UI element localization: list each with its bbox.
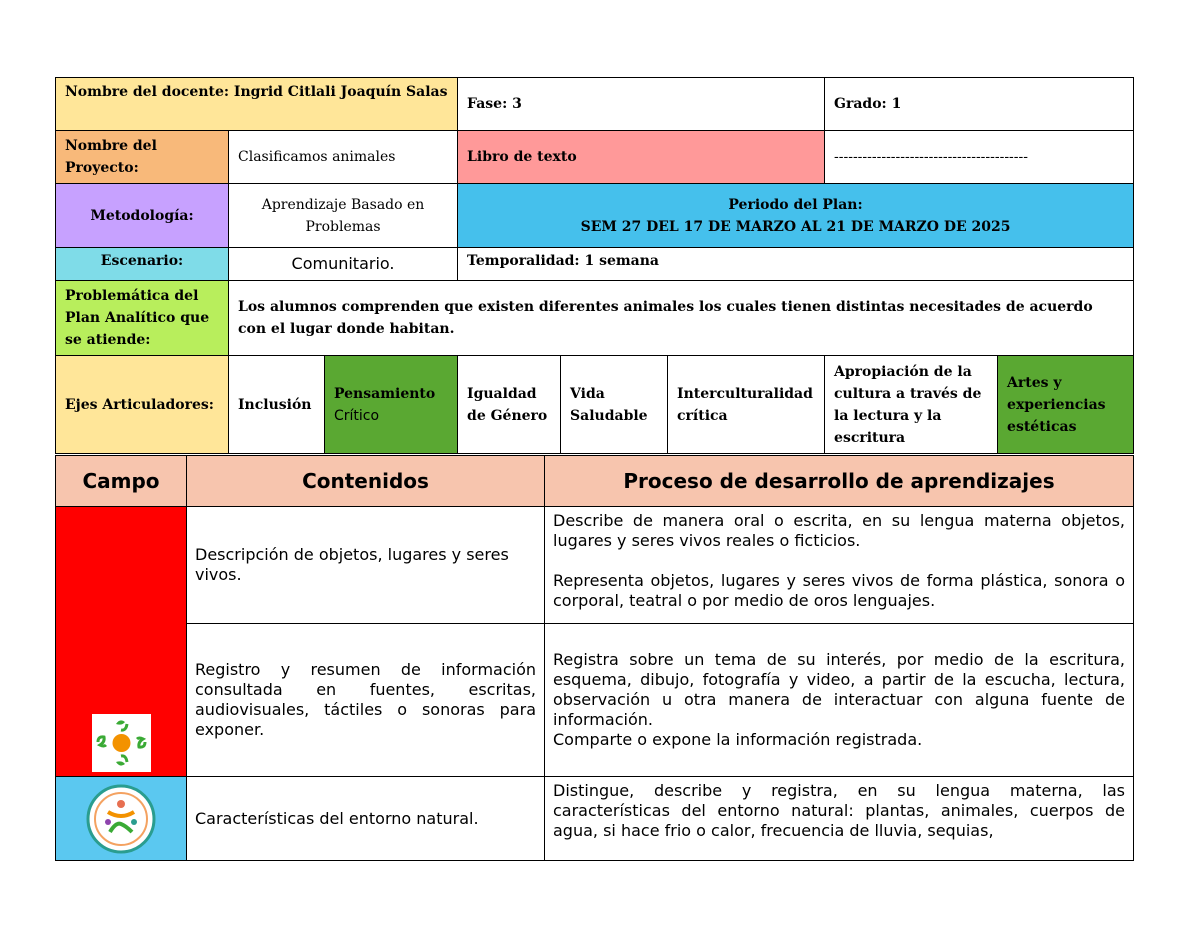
lenguajes-campo-logo-icon [92, 714, 151, 772]
ejes-label-cell [56, 356, 229, 454]
eje-intercultural [668, 356, 825, 454]
plan-info-table [55, 77, 1134, 454]
problematica-value: Los alumnos comprenden que existen diferentes animales los cuales tienen distintas necesitades de acuerdo con el lugar donde habitan. [238, 299, 1093, 337]
problematica-label-cell [56, 281, 229, 356]
eje-inclusion-text: Inclusión [238, 396, 312, 413]
contenido-text: Registro y resumen de información consultada en fuentes, escritas, audiovisuales, táctiles o sonoras para exponer. [195, 660, 536, 739]
libro-label: Libro de texto [467, 149, 577, 165]
contenidos-table [55, 455, 1134, 861]
eje-pensamiento-sub: Crítico [334, 407, 380, 424]
libro-value: ----------------------------------------- [834, 149, 1028, 165]
contenido-cell [187, 624, 545, 777]
grado-cell [825, 78, 1134, 131]
proceso-text: Comparte o expone la información registrada. [553, 730, 923, 749]
contenido-text: Descripción de objetos, lugares y seres vivos. [195, 545, 509, 584]
ejes-label: Ejes Articuladores: [65, 396, 214, 413]
eje-apropiacion [825, 356, 998, 454]
escenario-value: Comunitario. [291, 254, 395, 273]
eje-igualdad-text: Igualdad de Género [467, 385, 548, 424]
periodo-label: Periodo del Plan: [728, 196, 863, 213]
proceso-cell [545, 624, 1134, 777]
docente-cell [56, 78, 458, 131]
col-proceso: Proceso de desarrollo de aprendizajes [545, 456, 1134, 507]
proceso-text: Registra sobre un tema de su interés, por medio de la escritura, esquema, dibujo, fotografía y video, a partir de la escucha, lectura, observación u otra manera de interactuar con alguna fuente de información. [553, 650, 1125, 729]
eje-pensamiento [325, 356, 458, 454]
libro-value-cell [825, 131, 1134, 184]
contenido-cell [187, 777, 545, 861]
eje-igualdad [458, 356, 561, 454]
fase: Fase: 3 [467, 96, 522, 112]
metodologia-value: Aprendizaje Basado en Problemas [261, 196, 425, 235]
eje-vida [561, 356, 668, 454]
eje-vida-text: Vida Saludable [570, 385, 648, 424]
escenario-value-cell [229, 248, 458, 281]
proyecto-value: Clasificamos animales [238, 149, 396, 165]
eje-artes-text: Artes y experiencias estéticas [1007, 374, 1106, 435]
proceso-text: Representa objetos, lugares y seres vivos de forma plástica, sonora o corporal, teatral o por medio de oros lenguajes. [553, 571, 1125, 610]
campo-lenguajes [56, 507, 187, 777]
table-header-row [56, 456, 1134, 507]
docente: Nombre del docente: Ingrid Citlali Joaquín Salas [65, 84, 448, 100]
campo-saberes [56, 777, 187, 861]
eje-inclusion [229, 356, 325, 454]
fase-cell [458, 78, 825, 131]
grado: Grado: 1 [834, 96, 902, 112]
contenido-text: Características del entorno natural. [195, 808, 479, 828]
metodologia-label-cell [56, 184, 229, 248]
metodologia-label: Metodología: [90, 207, 194, 224]
proceso-cell [545, 507, 1134, 624]
proyecto-label: Nombre del Proyecto: [65, 138, 157, 176]
proceso-cell [545, 777, 1134, 861]
eje-artes [998, 356, 1134, 454]
escenario-label-cell [56, 248, 229, 281]
libro-label-cell [458, 131, 825, 184]
metodologia-value-cell [229, 184, 458, 248]
table-row [56, 777, 1134, 861]
proyecto-value-cell [229, 131, 458, 184]
eje-apropiacion-text: Apropiación de la cultura a través de la lectura y la escritura [834, 363, 982, 446]
proyecto-label-cell [56, 131, 229, 184]
proceso-text: Distingue, describe y registra, en su lengua materna, las características del entorno natural: plantas, animales, cuerpos de agua, si hace frio o calor, frecuencia de lluvia, sequias, [553, 781, 1125, 840]
table-row [56, 507, 1134, 624]
eje-intercultural-text: Interculturalidad crítica [677, 385, 813, 424]
eje-pensamiento-text: Pensamiento [334, 385, 436, 402]
escenario-label: Escenario: [100, 253, 184, 269]
periodo-cell [458, 184, 1134, 248]
saberes-campo-logo-icon [56, 784, 186, 854]
proceso-text: Describe de manera oral o escrita, en su lengua materna objetos, lugares y seres vivos reales o ficticios. [553, 511, 1125, 550]
col-campo: Campo [56, 456, 187, 507]
problematica-label: Problemática del Plan Analítico que se atiende: [65, 288, 210, 348]
periodo-value: SEM 27 DEL 17 DE MARZO AL 21 DE MARZO DE 2025 [580, 218, 1011, 235]
table-row [56, 624, 1134, 777]
col-contenidos: Contenidos [187, 456, 545, 507]
contenido-cell [187, 507, 545, 624]
temporalidad: Temporalidad: 1 semana [467, 253, 660, 269]
temporalidad-cell [458, 248, 1134, 281]
problematica-value-cell [229, 281, 1134, 356]
